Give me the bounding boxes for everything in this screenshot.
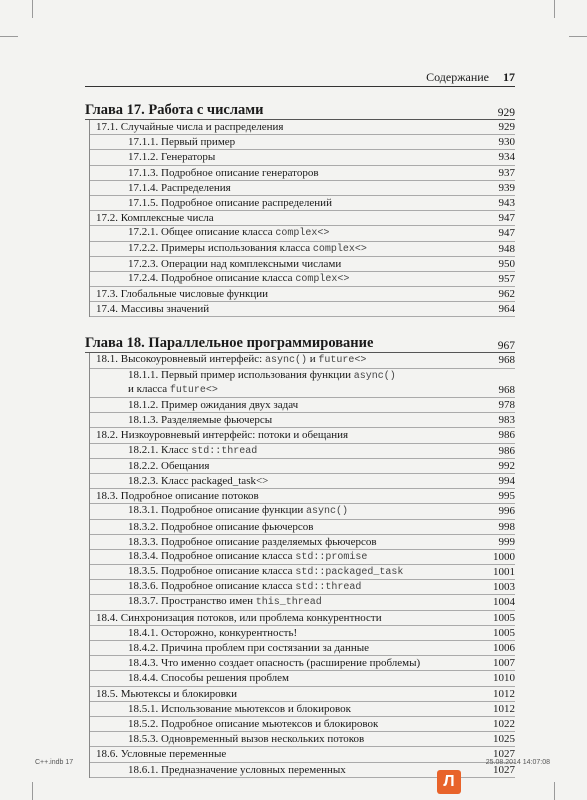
toc-subsection-entry (90, 732, 515, 747)
toc-subsection-entry (90, 671, 515, 686)
labirint-logo: Л (437, 770, 461, 794)
entry-page-number: 968 (498, 383, 515, 396)
entry-text: 18.5. Мьютексы и блокировки (96, 687, 238, 700)
entry-title (128, 626, 297, 640)
toc-subsection-entry (90, 383, 515, 398)
entry-title (96, 120, 283, 134)
entry-page-number: 978 (498, 399, 515, 411)
entry-text: 17.1.3. Подробное описание генераторов (128, 166, 319, 179)
entry-page-number: 929 (498, 121, 515, 133)
entry-title (128, 225, 329, 241)
entry-title (96, 211, 214, 225)
entry-title (128, 166, 319, 180)
entry-title (128, 135, 235, 149)
entry-page-number: 1007 (493, 657, 515, 670)
entry-text: 18.5.1. Использование мьютексов и блокировок (128, 702, 351, 715)
toc-subsection-entry (90, 520, 515, 535)
entry-text: 18.4. Синхронизация потоков, или проблема конкурентности (96, 611, 382, 624)
entry-page-number: 996 (498, 505, 515, 518)
entry-page-number: 1001 (493, 566, 515, 579)
entry-text: 18.6.1. Предназначение условных переменных (128, 763, 346, 776)
entry-title (128, 702, 351, 716)
entry-title (128, 503, 348, 519)
entry-text: 18.1.1. Первый пример использования функции (128, 368, 354, 381)
crop-mark (554, 0, 555, 18)
entry-page-number: 930 (498, 136, 515, 149)
entry-text: и (306, 353, 319, 366)
entry-code-text: async() (353, 370, 396, 382)
toc-subsection-entry (90, 656, 515, 671)
entry-code-text: std::thread (191, 445, 258, 457)
entry-code-text: std::promise (295, 551, 368, 563)
entry-page-number: 1005 (493, 611, 515, 624)
toc-section-entry (90, 302, 515, 317)
entry-page-number: 950 (498, 257, 515, 270)
toc-section-entry (90, 687, 515, 702)
entry-title (128, 520, 314, 534)
entry-page-number: 1003 (493, 581, 515, 594)
entry-code-text: complex<> (312, 243, 367, 255)
entry-page-number: 1012 (493, 687, 515, 700)
entry-text: 18.3.3. Подробное описание разделяемых фьючерсов (128, 535, 377, 548)
entry-page-number: 964 (498, 303, 515, 316)
entry-title (96, 352, 366, 368)
toc-subsection-entry (90, 196, 515, 211)
entry-text: 18.4.1. Осторожно, конкурентность! (128, 626, 298, 639)
entry-title (128, 443, 257, 459)
toc-section-entry (90, 211, 515, 226)
crop-mark (0, 36, 18, 37)
crop-mark (554, 782, 555, 800)
toc-subsection-entry (90, 226, 515, 241)
entry-page-number: 962 (498, 288, 515, 301)
entry-text: 18.6. Условные переменные (96, 748, 227, 761)
entry-page-number: 983 (498, 414, 515, 427)
chapter-entries (89, 353, 515, 777)
entry-page-number: 1005 (493, 626, 515, 639)
toc-section-entry (90, 489, 515, 504)
toc-subsection-entry (90, 565, 515, 580)
toc-subsection-entry (90, 459, 515, 474)
entry-title (96, 287, 268, 301)
entry-page-number: 947 (498, 227, 515, 240)
header-title: Содержание (426, 70, 489, 84)
entry-title (128, 382, 218, 398)
entry-text: 18.4.3. Что именно создает опасность (расширение проблемы) (128, 657, 421, 670)
entry-text: 18.2.2. Обещания (128, 459, 210, 472)
table-of-contents (85, 98, 515, 778)
entry-text: 18.3.1. Подробное описание функции (128, 504, 307, 517)
header-page-number: 17 (503, 70, 515, 84)
toc-subsection-entry (90, 135, 515, 150)
entry-text: 18.2.1. Класс (128, 443, 192, 456)
toc-section-entry (90, 287, 515, 302)
entry-title (128, 656, 420, 670)
toc-subsection-entry (90, 181, 515, 196)
entry-page-number: 1006 (493, 642, 515, 654)
entry-text: 18.2.3. Класс packaged_task<> (128, 474, 269, 487)
entry-title (128, 257, 341, 271)
entry-code-text: async() (306, 506, 349, 518)
entry-text: 17.1.4. Распределения (128, 181, 231, 194)
footer-timestamp: 25.08.2014 14:07:08 (485, 759, 550, 766)
entry-text: 17.2.4. Подробное описание класса (128, 271, 296, 284)
chapter-heading (85, 331, 515, 353)
entry-title (96, 489, 259, 503)
toc-subsection-entry (90, 369, 515, 383)
entry-text: 18.3. Подробное описание потоков (96, 490, 259, 503)
entry-page-number: 1025 (493, 733, 515, 746)
entry-page-number: 968 (498, 354, 515, 367)
entry-title (128, 181, 231, 195)
toc-subsection-entry (90, 150, 515, 165)
entry-page-number: 995 (498, 490, 515, 503)
entry-text: 17.1.1. Первый пример (128, 136, 236, 149)
entry-title (128, 549, 367, 565)
entry-page-number: 986 (498, 429, 515, 442)
toc-subsection-entry (90, 398, 515, 413)
chapter-entries (89, 120, 515, 317)
toc-section-entry (90, 611, 515, 626)
entry-page-number: 1022 (493, 717, 515, 730)
entry-text: 17.2.3. Операции над комплексными числами (128, 257, 342, 270)
entry-text: 17.2.1. Общее описание класса (128, 226, 276, 239)
entry-page-number: 1012 (493, 702, 515, 715)
entry-page-number: 1027 (493, 763, 515, 776)
entry-text: 18.1. Высокоуровневый интерфейс: (96, 353, 265, 366)
entry-page-number: 1010 (493, 672, 515, 685)
entry-code-text: future<> (169, 384, 218, 396)
toc-subsection-entry (90, 535, 515, 550)
chapter-title: Глава 17. Работа с числами (85, 102, 264, 118)
toc-subsection-entry (90, 702, 515, 717)
entry-page-number: 998 (498, 520, 515, 533)
entry-text: 18.3.7. Пространство имен (128, 595, 256, 608)
entry-title (128, 594, 322, 610)
toc-subsection-entry (90, 550, 515, 565)
chapter-heading (85, 98, 515, 120)
entry-code-text: std::thread (295, 582, 362, 594)
entry-page-number: 992 (498, 459, 515, 472)
toc-subsection-entry (90, 444, 515, 459)
entry-text: 18.1.2. Пример ожидания двух задач (128, 399, 299, 411)
entry-title (128, 732, 364, 746)
toc-section-entry (90, 428, 515, 443)
entry-page-number: 1027 (493, 748, 515, 761)
toc-subsection-entry (90, 474, 515, 489)
crop-mark (32, 0, 33, 18)
entry-text: 18.5.3. Одновременный вызов нескольких потоков (128, 733, 365, 746)
entry-code-text: async() (264, 355, 307, 367)
entry-title (128, 579, 361, 595)
toc-subsection-entry (90, 242, 515, 257)
entry-text: 18.5.2. Подробное описание мьютексов и блокировок (128, 717, 379, 730)
entry-code-text: std::packaged_task (295, 567, 404, 579)
entry-page-number: 957 (498, 272, 515, 285)
entry-title (128, 535, 377, 549)
toc-subsection-entry (90, 626, 515, 641)
toc-subsection-entry (90, 166, 515, 181)
entry-title (128, 564, 403, 580)
entry-title (128, 474, 268, 488)
entry-text: 17.1.5. Подробное описание распределений (128, 196, 332, 209)
entry-text: 18.4.4. Способы решения проблем (128, 672, 289, 685)
entry-page-number: 939 (498, 181, 515, 194)
toc-subsection-entry (90, 272, 515, 287)
running-header (85, 70, 515, 87)
entry-title (128, 413, 272, 427)
entry-title (96, 611, 382, 625)
toc-section-entry (90, 120, 515, 135)
entry-title (128, 150, 215, 164)
crop-mark (32, 782, 33, 800)
entry-text: 17.2. Комплексные числа (96, 212, 214, 225)
entry-code-text: this_thread (255, 597, 322, 609)
toc-subsection-entry (90, 580, 515, 595)
entry-text: и класса (128, 382, 170, 395)
entry-page-number: 937 (498, 166, 515, 179)
entry-code-text: complex<> (275, 228, 330, 240)
entry-title (128, 398, 298, 412)
entry-text: 17.1.2. Генераторы (128, 151, 216, 164)
entry-title (128, 241, 367, 257)
entry-text: 18.1.3. Разделяемые фьючерсы (128, 414, 273, 427)
entry-text: 17.4. Массивы значений (96, 303, 210, 316)
entry-title (128, 196, 332, 210)
footer-file-name: C++.indb 17 (35, 759, 74, 766)
entry-page-number: 947 (498, 212, 515, 225)
entry-title (128, 671, 289, 685)
print-footer (35, 759, 550, 766)
entry-text: 18.4.2. Причина проблем при состязании за данные (128, 642, 369, 654)
entry-text: 18.3.5. Подробное описание класса (128, 565, 296, 578)
toc-section-entry (90, 353, 515, 368)
entry-page-number: 1004 (493, 596, 515, 609)
crop-mark (569, 36, 587, 37)
toc-subsection-entry (90, 504, 515, 519)
entry-text: 17.1. Случайные числа и распределения (96, 121, 284, 133)
entry-page-number: 948 (498, 242, 515, 255)
entry-text: 18.3.6. Подробное описание класса (128, 580, 296, 593)
entry-title (128, 271, 349, 287)
entry-text: 18.3.2. Подробное описание фьючерсов (128, 520, 314, 533)
chapter-page-number: 967 (497, 340, 515, 353)
entry-code-text: future<> (318, 355, 367, 367)
entry-page-number: 1000 (493, 550, 515, 563)
toc-subsection-entry (90, 641, 515, 656)
entry-title (96, 687, 237, 701)
toc-subsection-entry (90, 257, 515, 272)
entry-text: 17.2.2. Примеры использования класса (128, 241, 313, 254)
entry-title (128, 641, 369, 655)
entry-page-number: 934 (498, 151, 515, 164)
entry-title (128, 459, 209, 473)
entry-text: 18.2. Низкоуровневый интерфейс: потоки и обещания (96, 429, 349, 442)
chapter-title: Глава 18. Параллельное программирование (85, 335, 374, 352)
toc-subsection-entry (90, 717, 515, 732)
toc-subsection-entry (90, 413, 515, 428)
entry-text: 17.3. Глобальные числовые функции (96, 288, 269, 301)
entry-text: 18.3.4. Подробное описание класса (128, 549, 296, 562)
entry-page-number: 999 (498, 535, 515, 548)
entry-page-number: 943 (498, 196, 515, 209)
entry-title (96, 428, 348, 442)
chapter-page-number: 929 (497, 107, 515, 119)
entry-title (128, 717, 378, 731)
entry-code-text: complex<> (295, 273, 350, 285)
entry-page-number: 994 (498, 474, 515, 487)
entry-page-number: 986 (498, 444, 515, 457)
entry-title (96, 302, 209, 316)
toc-subsection-entry (90, 595, 515, 610)
